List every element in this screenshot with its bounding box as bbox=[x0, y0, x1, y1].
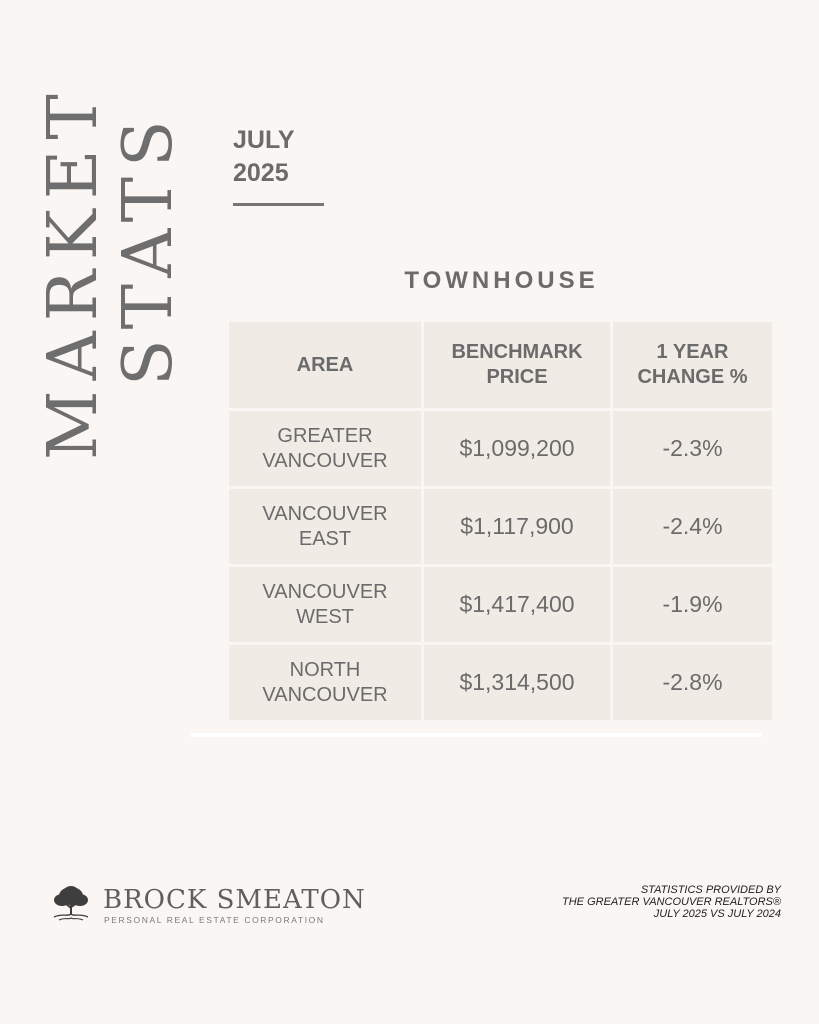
report-month: JULY bbox=[233, 126, 295, 154]
table-row bbox=[229, 489, 772, 564]
change-cell: -2.4% bbox=[613, 489, 772, 564]
area-cell: NORTH VANCOUVER bbox=[229, 645, 421, 720]
change-cell: -2.3% bbox=[613, 411, 772, 486]
stats-table bbox=[226, 319, 775, 723]
table-row bbox=[229, 567, 772, 642]
header-benchmark-price: BENCHMARK PRICE bbox=[424, 322, 610, 408]
title-stats: STATS bbox=[109, 110, 188, 386]
header-year-change: 1 YEAR CHANGE % bbox=[613, 322, 772, 408]
title-market: MARKET bbox=[34, 84, 113, 460]
table-header-row bbox=[229, 322, 772, 408]
statistics-credit bbox=[562, 884, 781, 920]
credit-line: JULY 2025 VS JULY 2024 bbox=[653, 908, 781, 920]
change-cell: -2.8% bbox=[613, 645, 772, 720]
change-cell: -1.9% bbox=[613, 567, 772, 642]
price-cell: $1,099,200 bbox=[424, 411, 610, 486]
table-heading: TOWNHOUSE bbox=[404, 267, 599, 294]
area-cell: GREATER VANCOUVER bbox=[229, 411, 421, 486]
credit-line: STATISTICS PROVIDED BY bbox=[640, 884, 781, 896]
area-cell: VANCOUVER EAST bbox=[229, 489, 421, 564]
report-period bbox=[233, 124, 295, 190]
price-cell: $1,117,900 bbox=[424, 489, 610, 564]
price-cell: $1,314,500 bbox=[424, 645, 610, 720]
area-cell: VANCOUVER WEST bbox=[229, 567, 421, 642]
tree-logo-icon bbox=[50, 884, 92, 926]
table-bottom-divider bbox=[191, 733, 762, 737]
table-row bbox=[229, 645, 772, 720]
report-year: 2025 bbox=[233, 159, 289, 187]
table-row bbox=[229, 411, 772, 486]
credit-line: THE GREATER VANCOUVER REALTORS® bbox=[562, 896, 781, 908]
date-divider bbox=[233, 203, 324, 206]
brand-name: BROCK SMEATON bbox=[103, 885, 366, 915]
brand-subtitle: PERSONAL REAL ESTATE CORPORATION bbox=[104, 915, 325, 925]
header-area: AREA bbox=[229, 322, 421, 408]
price-cell: $1,417,400 bbox=[424, 567, 610, 642]
